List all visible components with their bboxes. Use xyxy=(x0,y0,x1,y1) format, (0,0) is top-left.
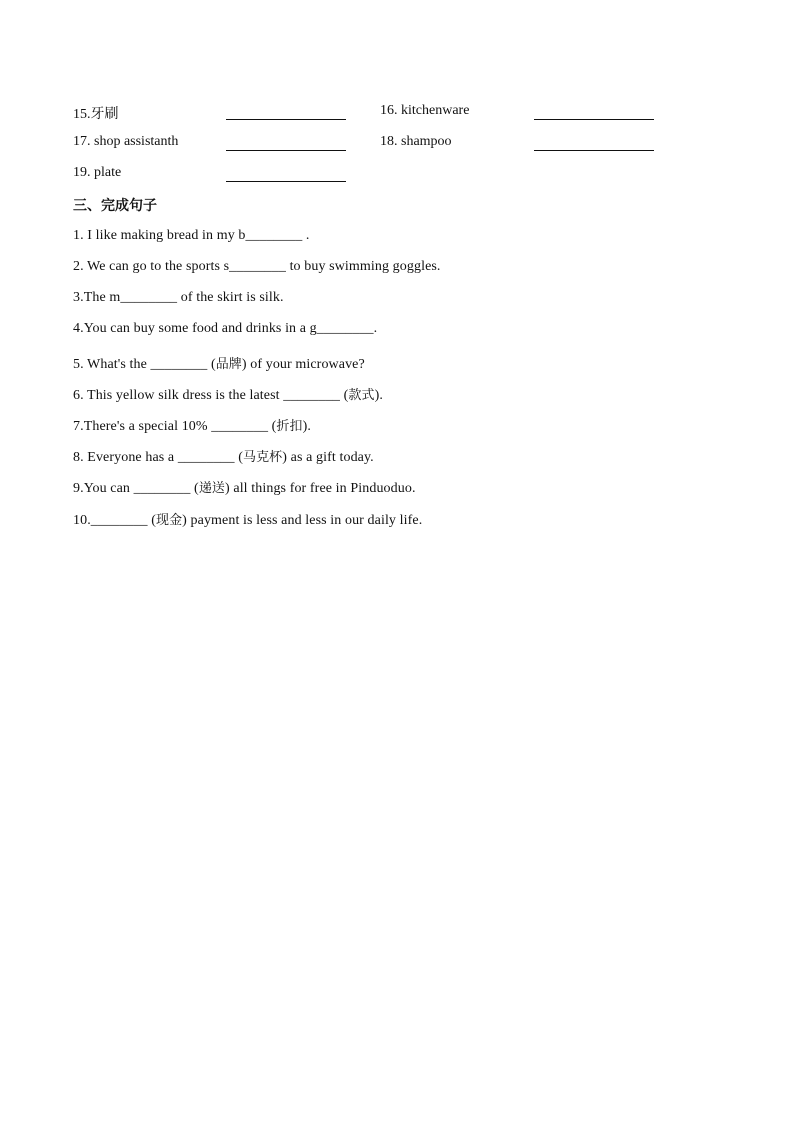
chinese-hint: 马克杯 xyxy=(242,450,283,465)
sentence-text: 2. We can go to the sports s________ to buy swimming goggles. xyxy=(73,259,441,274)
sentence-item xyxy=(73,384,383,404)
sentence-item xyxy=(73,477,416,497)
sentence-text: ). xyxy=(302,419,311,434)
vocab-term: 16. kitchenware xyxy=(380,103,470,118)
answer-blank[interactable] xyxy=(534,150,654,151)
vocab-term: 15.牙刷 xyxy=(73,107,119,122)
sentence-text: 6. This yellow silk dress is the latest ________ ( xyxy=(73,388,349,403)
sentence-text: 5. What's the ________ ( xyxy=(73,357,216,372)
vocab-term: 18. shampoo xyxy=(380,134,452,149)
sentence-item xyxy=(73,415,311,435)
answer-blank[interactable] xyxy=(534,119,654,120)
sentence-item xyxy=(73,290,284,306)
answer-blank[interactable] xyxy=(226,181,346,182)
vocab-row xyxy=(0,103,794,125)
sentence-item xyxy=(73,353,365,373)
answer-blank[interactable] xyxy=(226,150,346,151)
sentence-text: 10.________ ( xyxy=(73,513,156,528)
sentence-text: 7.There's a special 10% ________ ( xyxy=(73,419,277,434)
sentence-text: 8. Everyone has a ________ ( xyxy=(73,450,243,465)
sentence-text: ) all things for free in Pinduoduo. xyxy=(225,481,416,496)
chinese-hint: 现金 xyxy=(155,513,183,528)
sentence-text: ) as a gift today. xyxy=(282,450,374,465)
sentence-text: ) of your microwave? xyxy=(241,357,365,372)
sentence-item xyxy=(73,321,377,337)
sentence-text: 1. I like making bread in my b________ . xyxy=(73,228,310,243)
sentence-item xyxy=(73,259,441,275)
answer-blank[interactable] xyxy=(226,119,346,120)
vocab-row xyxy=(0,134,794,156)
vocab-row xyxy=(0,165,794,187)
chinese-hint: 款式 xyxy=(348,388,375,403)
chinese-hint: 品牌 xyxy=(215,357,242,372)
chinese-hint: 递送 xyxy=(198,481,226,496)
sentence-item xyxy=(73,446,374,466)
sentence-text: 9.You can ________ ( xyxy=(73,481,199,496)
sentence-item xyxy=(73,228,310,244)
sentence-text: 3.The m________ of the skirt is silk. xyxy=(73,290,284,305)
sentence-text: ). xyxy=(374,388,383,403)
sentence-text: 4.You can buy some food and drinks in a g________. xyxy=(73,321,378,336)
vocab-term: 19. plate xyxy=(73,165,122,180)
sentence-text: ) payment is less and less in our daily life. xyxy=(182,513,423,528)
sentence-item xyxy=(73,509,422,529)
vocab-term: 17. shop assistanth xyxy=(73,134,179,149)
section-heading: 三、完成句子 xyxy=(73,198,157,214)
chinese-hint: 折扣 xyxy=(276,419,303,434)
